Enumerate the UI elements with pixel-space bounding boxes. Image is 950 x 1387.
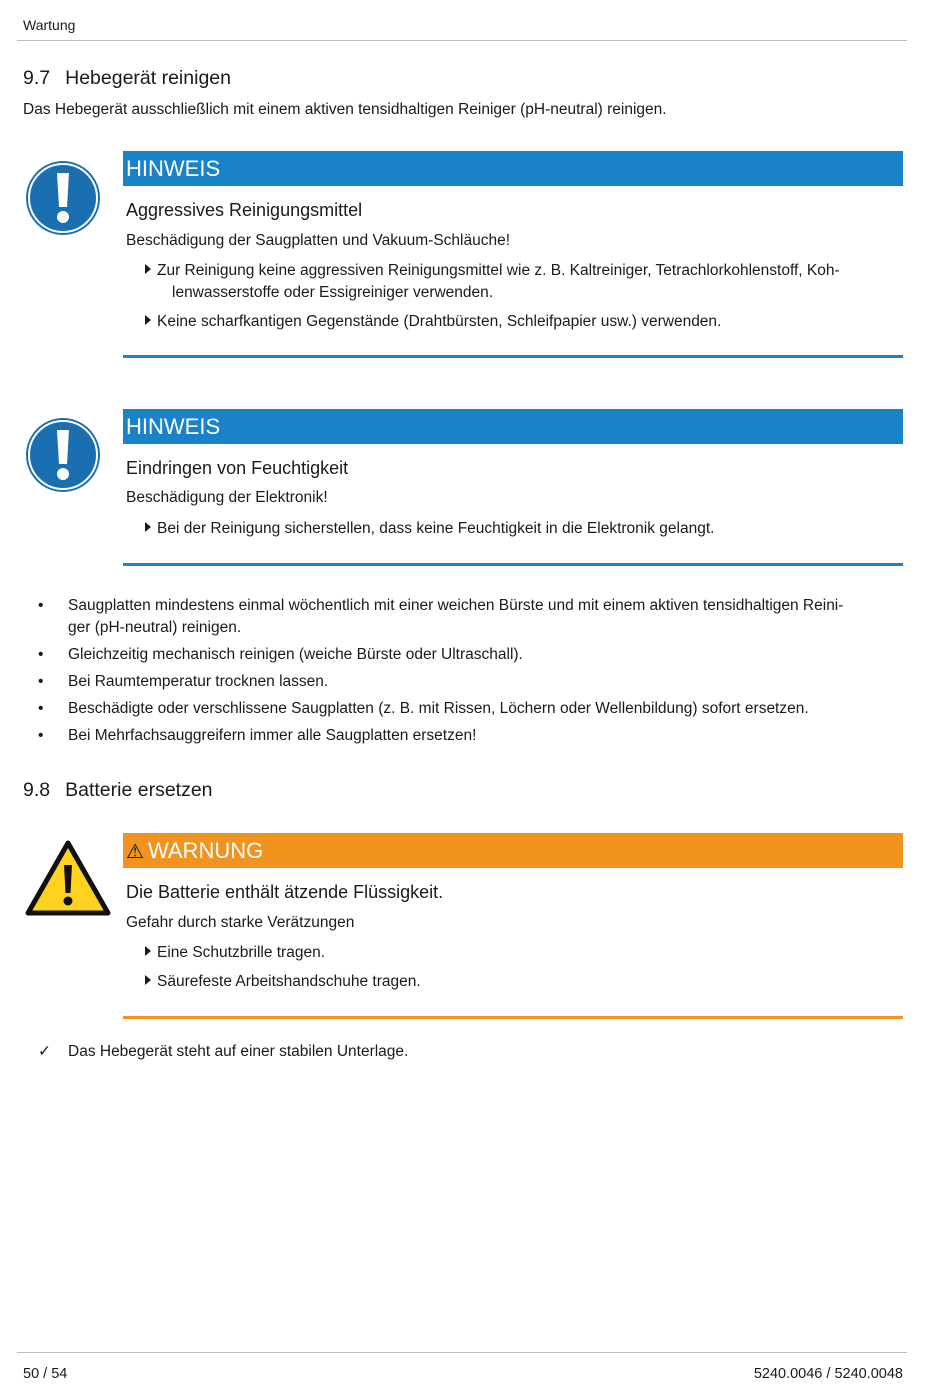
mandatory-info-icon <box>24 416 102 494</box>
list-item: • Beschädigte oder verschlissene Saugplatten (z. B. mit Rissen, Löchern oder Wellenbildung) sofort ersetzen. <box>0 698 950 720</box>
bullet-icon: • <box>38 597 44 614</box>
bullet-icon: • <box>38 646 44 663</box>
section-title: Hebegerät reinigen <box>65 67 231 89</box>
section-intro: Das Hebegerät ausschließlich mit einem aktiven tensidhaltigen Reiniger (pH-neutral) reinigen. <box>23 101 667 118</box>
running-header: Wartung <box>23 17 76 33</box>
notice-title: Eindringen von Feuchtigkeit <box>126 458 349 478</box>
notice-title: Aggressives Reinigungsmittel <box>126 200 363 220</box>
page-number: 50 / 54 <box>23 1366 68 1382</box>
step-arrow-icon <box>145 315 151 325</box>
warning-triangle-icon <box>24 839 112 917</box>
warning-title: Die Batterie enthält ätzende Flüssigkeit. <box>126 882 444 902</box>
warning-consequence: Gefahr durch starke Verätzungen <box>126 914 355 931</box>
warning-small-icon: ⚠ <box>126 841 144 863</box>
bullet-icon: • <box>38 700 44 717</box>
warning-header-bar: ⚠ WARNUNG <box>123 833 903 868</box>
section-title: Batterie ersetzen <box>65 779 213 801</box>
warning-bottom-rule <box>123 1016 903 1019</box>
mandatory-info-icon <box>24 159 102 237</box>
section-number: 9.7 <box>23 67 51 89</box>
warning-step: Eine Schutzbrille tragen. <box>145 942 325 964</box>
step-arrow-icon <box>145 946 151 956</box>
step-arrow-icon <box>145 975 151 985</box>
list-item: • Saugplatten mindestens einmal wöchentlich mit einer weichen Bürste und mit einem aktiven tensidhaltigen Reini- ger (pH-neutral) reinigen. <box>38 597 844 636</box>
document-number: 5240.0046 / 5240.0048 <box>753 1366 903 1382</box>
bullet-icon: • <box>38 673 44 690</box>
list-item: • Gleichzeitig mechanisch reinigen (weiche Bürste oder Ultraschall). <box>0 644 950 666</box>
step-arrow-icon <box>145 264 151 274</box>
result-item: ✓ Das Hebegerät steht auf einer stabilen Unterlage. <box>0 1041 950 1063</box>
header-rule <box>17 40 907 41</box>
notice-header-bar: HINWEIS <box>123 151 903 186</box>
footer-rule <box>17 1352 907 1353</box>
list-item: • Bei Mehrfachsauggreifern immer alle Saugplatten ersetzen! <box>0 725 950 747</box>
section-9-7-heading <box>23 67 231 90</box>
warning-step: Säurefeste Arbeitshandschuhe tragen. <box>145 971 421 993</box>
list-item: • Bei Raumtemperatur trocknen lassen. <box>0 671 950 693</box>
step-arrow-icon <box>145 522 151 532</box>
bullet-icon: • <box>38 727 44 744</box>
notice-consequence: Beschädigung der Elektronik! <box>126 489 328 506</box>
notice-step: Keine scharfkantigen Gegenstände (Drahtbürsten, Schleifpapier usw.) verwenden. <box>145 311 721 333</box>
section-number: 9.8 <box>23 779 51 801</box>
checkmark-icon: ✓ <box>38 1043 51 1060</box>
notice-consequence: Beschädigung der Saugplatten und Vakuum-Schläuche! <box>126 232 511 249</box>
notice-bottom-rule <box>123 355 903 358</box>
notice-bottom-rule <box>123 563 903 566</box>
notice-step: Zur Reinigung keine aggressiven Reinigungsmittel wie z. B. Kaltreiniger, Tetrachlorkohlenstoff, Koh- lenwasserstoffe oder Essigreiniger verwenden. <box>145 260 840 304</box>
section-9-8-heading <box>23 779 213 802</box>
notice-step: Bei der Reinigung sicherstellen, dass keine Feuchtigkeit in die Elektronik gelangt. <box>145 518 714 540</box>
notice-header-bar: HINWEIS <box>123 409 903 444</box>
